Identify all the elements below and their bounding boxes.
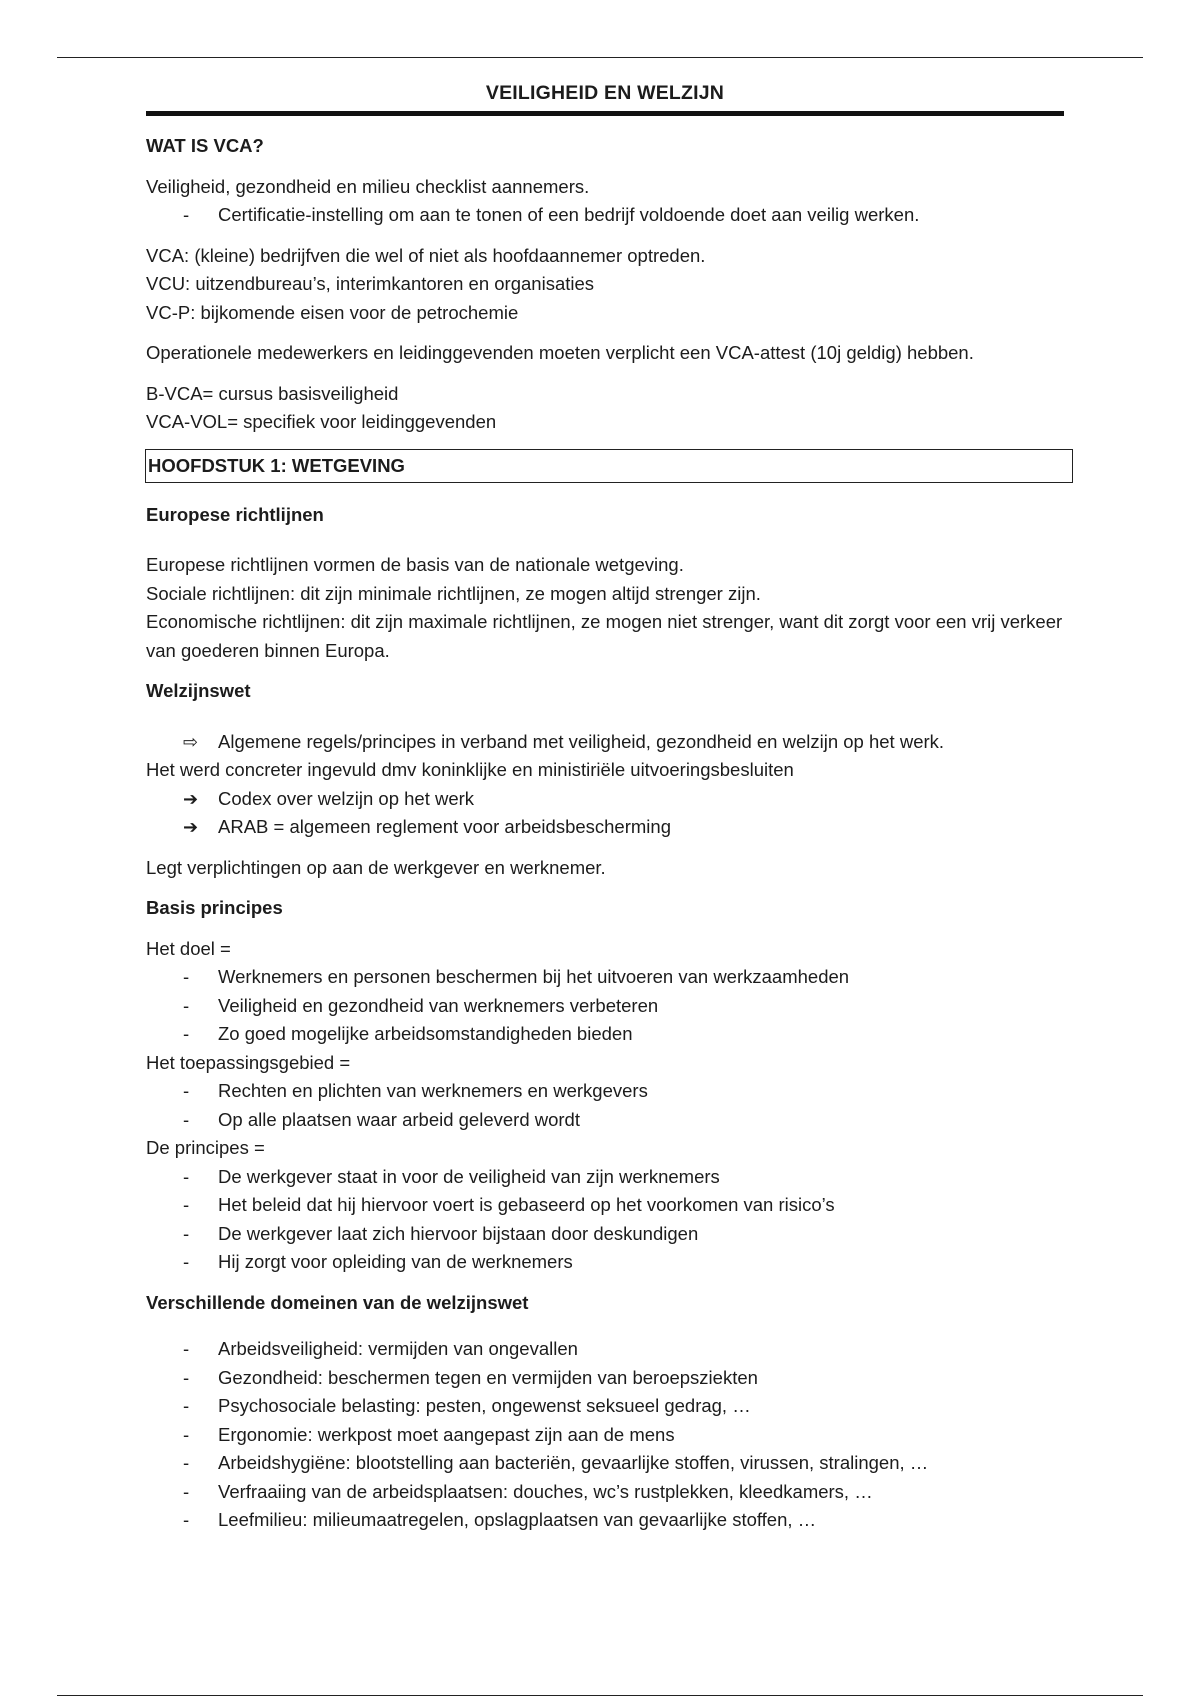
list-item: ➔ Codex over welzijn op het werk — [146, 785, 1064, 814]
vca-type: VCA: (kleine) bedrijfven die wel of niet als hoofdaannemer optreden. — [146, 244, 706, 266]
eu-line: Economische richtlijnen: dit zijn maximale richtlijnen, ze mogen niet strenger, want dit zorgt voor een vrij verkeer van goederen binnen Europa. — [146, 611, 1063, 661]
eu-line: Europese richtlijnen vormen de basis van de nationale wetgeving. — [146, 554, 684, 575]
scope-list — [146, 1077, 1064, 1134]
course-bvca: B-VCA= cursus basisveiligheid — [146, 382, 399, 404]
page-title: VEILIGHEID EN WELZIJN — [485, 82, 725, 104]
top-rule — [57, 57, 1143, 58]
vca-intro: Veiligheid, gezondheid en milieu checklist aannemers. — [146, 175, 590, 197]
welzijnswet-line: Het werd concreter ingevuld dmv koninklijke en ministiriële uitvoeringsbesluiten — [146, 759, 794, 780]
list-item: - Psychosociale belasting: pesten, ongewenst seksueel gedrag, … — [183, 1395, 751, 1416]
document-body — [146, 82, 1064, 1535]
principles-label: De principes = — [146, 1137, 265, 1158]
list-item: - Certificatie-instelling om aan te tonen of een bedrijf voldoende doet aan veilig werken. — [183, 204, 920, 225]
vca-obligation: Operationele medewerkers en leidinggevenden moeten verplicht een VCA-attest (10j geldig) hebben. — [146, 342, 974, 363]
list-item: - Hij zorgt voor opleiding van de werknemers — [183, 1251, 573, 1272]
list-item: - Werknemers en personen beschermen bij het uitvoeren van werkzaamheden — [183, 966, 850, 987]
domains-list — [146, 1335, 1064, 1535]
list-item: - Gezondheid: beschermen tegen en vermijden van beroepsziekten — [183, 1366, 758, 1388]
list-item: - Op alle plaatsen waar arbeid geleverd wordt — [183, 1108, 580, 1130]
heading-eu: Europese richtlijnen — [146, 503, 324, 525]
goal-list — [146, 963, 1064, 1049]
list-item: - Verfraaiing van de arbeidsplaatsen: douches, wc’s rustplekken, kleedkamers, … — [183, 1480, 873, 1502]
list-item: ⇨ Algemene regels/principes in verband met veiligheid, gezondheid en welzijn op het werk. — [146, 728, 1064, 757]
bottom-rule — [57, 1695, 1143, 1696]
eu-line: Sociale richtlijnen: dit zijn minimale richtlijnen, ze mogen altijd strenger zijn. — [146, 582, 761, 604]
heading-welzijnswet: Welzijnswet — [146, 680, 251, 701]
list-item: - Leefmilieu: milieumaatregelen, opslagplaatsen van gevaarlijke stoffen, … — [183, 1509, 817, 1530]
welzijnswet-closing: Legt verplichtingen op aan de werkgever en werknemer. — [146, 856, 606, 878]
principles-list — [146, 1163, 1064, 1277]
arrow-icon: ➔ — [183, 788, 199, 809]
welzijnswet-arrow-list — [146, 785, 1064, 842]
list-item: ➔ ARAB = algemeen reglement voor arbeidsbescherming — [146, 813, 1064, 842]
vcu-type: VCU: uitzendbureau’s, interimkantoren en organisaties — [146, 273, 595, 294]
heading-principles: Basis principes — [146, 897, 283, 918]
list-item: - Arbeidshygiëne: blootstelling aan bacteriën, gevaarlijke stoffen, virussen, stralingen, … — [183, 1452, 929, 1473]
list-item: - Veiligheid en gezondheid van werknemers verbeteren — [183, 994, 659, 1016]
list-item: - Arbeidsveiligheid: vermijden van ongevallen — [183, 1338, 578, 1359]
list-item: - Ergonomie: werkpost moet aangepast zijn aan de mens — [183, 1423, 675, 1445]
arrow-icon: ➔ — [183, 817, 199, 837]
list-item: - Het beleid dat hij hiervoor voert is gebaseerd op het voorkomen van risico’s — [183, 1194, 835, 1215]
hollow-arrow-icon: ⇨ — [183, 731, 199, 752]
list-item: - De werkgever laat zich hiervoor bijstaan door deskundigen — [183, 1222, 699, 1244]
goal-label: Het doel = — [146, 937, 231, 959]
chapter-heading: HOOFDSTUK 1: WETGEVING — [145, 449, 1073, 483]
list-item: - Rechten en plichten van werknemers en werkgevers — [183, 1080, 648, 1101]
welzijnswet-hollow-list — [146, 728, 1064, 757]
title-block — [146, 82, 1064, 116]
list-item: - Zo goed mogelijke arbeidsomstandigheden bieden — [183, 1023, 633, 1044]
heading-domains: Verschillende domeinen van de welzijnswet — [146, 1291, 529, 1313]
list-item: - De werkgever staat in voor de veiligheid van zijn werknemers — [183, 1165, 720, 1187]
heading-vca: WAT IS VCA? — [146, 135, 264, 156]
vcp-type: VC-P: bijkomende eisen voor de petrochemie — [146, 301, 519, 323]
vca-intro-list — [146, 201, 1064, 230]
course-vcavol: VCA-VOL= specifiek voor leidinggevenden — [146, 411, 497, 432]
scope-label: Het toepassingsgebied = — [146, 1051, 351, 1073]
